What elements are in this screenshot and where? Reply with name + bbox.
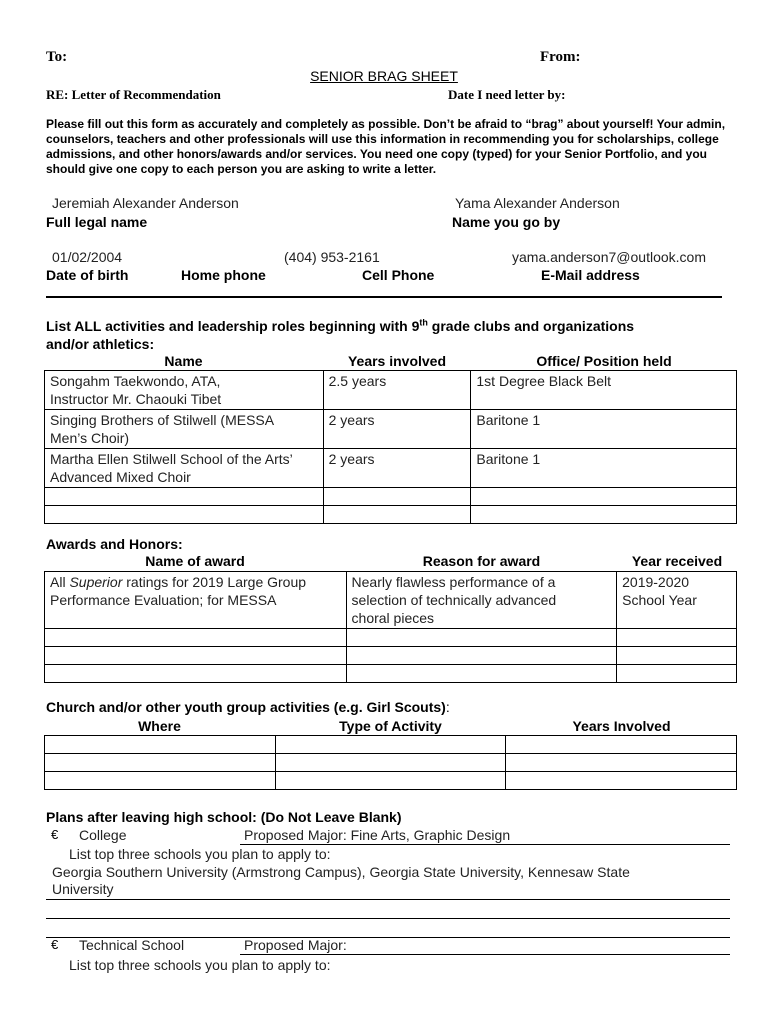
- nickname-label: Name you go by: [452, 214, 561, 230]
- award-reason-cell[interactable]: [346, 665, 617, 683]
- table-row: [45, 629, 737, 647]
- table-row: [45, 665, 737, 683]
- activity-office-cell[interactable]: 1st Degree Black Belt: [471, 371, 737, 410]
- full-name-label: Full legal name: [46, 214, 148, 230]
- activity-name-cell[interactable]: [45, 506, 324, 524]
- col-header-year: Year received: [631, 553, 723, 569]
- college-major: Proposed Major: Fine Arts, Graphic Design: [244, 827, 511, 843]
- activity-years-cell[interactable]: [323, 506, 471, 524]
- technical-school-checkbox[interactable]: €: [51, 937, 59, 952]
- activity-name-cell[interactable]: Songahm Taekwondo, ATA, Instructor Mr. Chaouki Tibet: [45, 371, 324, 410]
- instructions-paragraph: Please fill out this form as accurately and completely as possible. Don’t be afraid to “brag” about yourself! Your admin, counselors, teachers and other professionals will use this information in recommending you for scholarships, college admissions, and other honors/awards and/or services. You need one copy (typed) for your Senior Portfolio, and you should give one copy to each person you are asking to write a letter.: [46, 117, 726, 176]
- church-where-cell[interactable]: [45, 736, 276, 754]
- table-row: [45, 410, 737, 449]
- nickname-value: Yama Alexander Anderson: [455, 195, 620, 211]
- church-type-cell[interactable]: [275, 736, 506, 754]
- technical-list-label: List top three schools you plan to apply to:: [69, 957, 331, 973]
- date-needed-label: Date I need letter by:: [448, 87, 566, 102]
- to-label: To:: [46, 49, 68, 65]
- dob-label: Date of birth: [46, 267, 129, 283]
- schools-line-2: [46, 918, 730, 919]
- awards-heading: Awards and Honors:: [46, 536, 183, 552]
- activities-heading: List ALL activities and leadership roles beginning with 9th grade clubs and organizations: [46, 317, 635, 334]
- church-where-cell[interactable]: [45, 754, 276, 772]
- plans-heading: Plans after leaving high school: (Do Not Leave Blank): [46, 809, 402, 825]
- table-row: [45, 572, 737, 629]
- table-row: [45, 736, 737, 754]
- table-row: [45, 371, 737, 410]
- technical-school-top-line: [46, 937, 730, 938]
- church-years-cell[interactable]: [506, 754, 737, 772]
- activity-name-cell[interactable]: Singing Brothers of Stilwell (MESSA Men’s Choir): [45, 410, 324, 449]
- cell-phone-label: Cell Phone: [362, 267, 435, 283]
- document-title: SENIOR BRAG SHEET: [310, 68, 458, 84]
- technical-school-major: Proposed Major:: [244, 937, 347, 953]
- award-reason-cell[interactable]: Nearly flawless performance of a selection of technically advanced choral pieces: [346, 572, 617, 629]
- dob-value: 01/02/2004: [52, 249, 123, 265]
- college-schools-line2[interactable]: University: [52, 881, 114, 897]
- award-name-cell[interactable]: [45, 647, 347, 665]
- award-name-cell[interactable]: [45, 629, 347, 647]
- award-reason-cell[interactable]: [346, 647, 617, 665]
- activities-table: [44, 370, 737, 524]
- technical-school-label: Technical School: [79, 937, 185, 953]
- activity-office-cell[interactable]: Baritone 1: [471, 449, 737, 488]
- activity-office-cell[interactable]: [471, 506, 737, 524]
- activity-years-cell[interactable]: 2.5 years: [323, 371, 471, 410]
- award-year-cell[interactable]: [617, 629, 737, 647]
- award-year-cell[interactable]: [617, 647, 737, 665]
- award-name-cell[interactable]: All Superior ratings for 2019 Large Group Performance Evaluation; for MESSA: [45, 572, 347, 629]
- email-value: yama.anderson7@outlook.com: [512, 249, 706, 265]
- from-label: From:: [540, 49, 581, 65]
- table-row: [45, 488, 737, 506]
- award-reason-cell[interactable]: [346, 629, 617, 647]
- col-header-reason: Reason for award: [422, 553, 541, 569]
- table-row: [45, 754, 737, 772]
- church-heading: Church and/or other youth group activities (e.g. Girl Scouts):: [46, 699, 450, 715]
- table-row: [45, 506, 737, 524]
- award-name-cell[interactable]: [45, 665, 347, 683]
- home-phone-label: Home phone: [181, 267, 266, 283]
- awards-table: [44, 571, 737, 683]
- cell-phone-value: (404) 953-2161: [284, 249, 380, 265]
- church-years-cell[interactable]: [506, 736, 737, 754]
- activities-heading-line2: and/or athletics:: [46, 336, 155, 352]
- church-where-cell[interactable]: [45, 772, 276, 790]
- college-label: College: [79, 827, 127, 843]
- technical-major-line: [240, 954, 730, 955]
- table-row: [45, 772, 737, 790]
- award-year-cell[interactable]: 2019-2020 School Year: [617, 572, 737, 629]
- church-years-cell[interactable]: [506, 772, 737, 790]
- re-line: RE: Letter of Recommendation: [46, 87, 221, 102]
- col-header-award-name: Name of award: [145, 553, 245, 569]
- col-header-years: Years involved: [347, 353, 447, 369]
- college-checkbox[interactable]: €: [51, 827, 59, 842]
- full-name-value: Jeremiah Alexander Anderson: [52, 195, 239, 211]
- church-table: [44, 735, 737, 790]
- table-row: [45, 647, 737, 665]
- church-type-cell[interactable]: [275, 772, 506, 790]
- col-header-where: Where: [138, 718, 181, 734]
- email-label: E-Mail address: [541, 267, 640, 283]
- college-major-line: [240, 844, 730, 845]
- col-header-activity-type: Type of Activity: [339, 718, 442, 734]
- activity-office-cell[interactable]: [471, 488, 737, 506]
- activity-years-cell[interactable]: 2 years: [323, 449, 471, 488]
- col-header-name: Name: [164, 353, 203, 369]
- church-type-cell[interactable]: [275, 754, 506, 772]
- col-header-years-involved: Years Involved: [572, 718, 671, 734]
- college-schools-line1[interactable]: Georgia Southern University (Armstrong Campus), Georgia State University, Kennesaw State: [52, 864, 630, 880]
- activity-name-cell[interactable]: [45, 488, 324, 506]
- award-year-cell[interactable]: [617, 665, 737, 683]
- section-divider: [46, 296, 722, 298]
- schools-line-1: [46, 899, 730, 900]
- col-header-office: Office/ Position held: [536, 353, 672, 369]
- activity-office-cell[interactable]: Baritone 1: [471, 410, 737, 449]
- table-row: [45, 449, 737, 488]
- activity-name-cell[interactable]: Martha Ellen Stilwell School of the Arts’ Advanced Mixed Choir: [45, 449, 324, 488]
- activity-years-cell[interactable]: 2 years: [323, 410, 471, 449]
- college-list-label: List top three schools you plan to apply to:: [69, 846, 331, 862]
- activity-years-cell[interactable]: [323, 488, 471, 506]
